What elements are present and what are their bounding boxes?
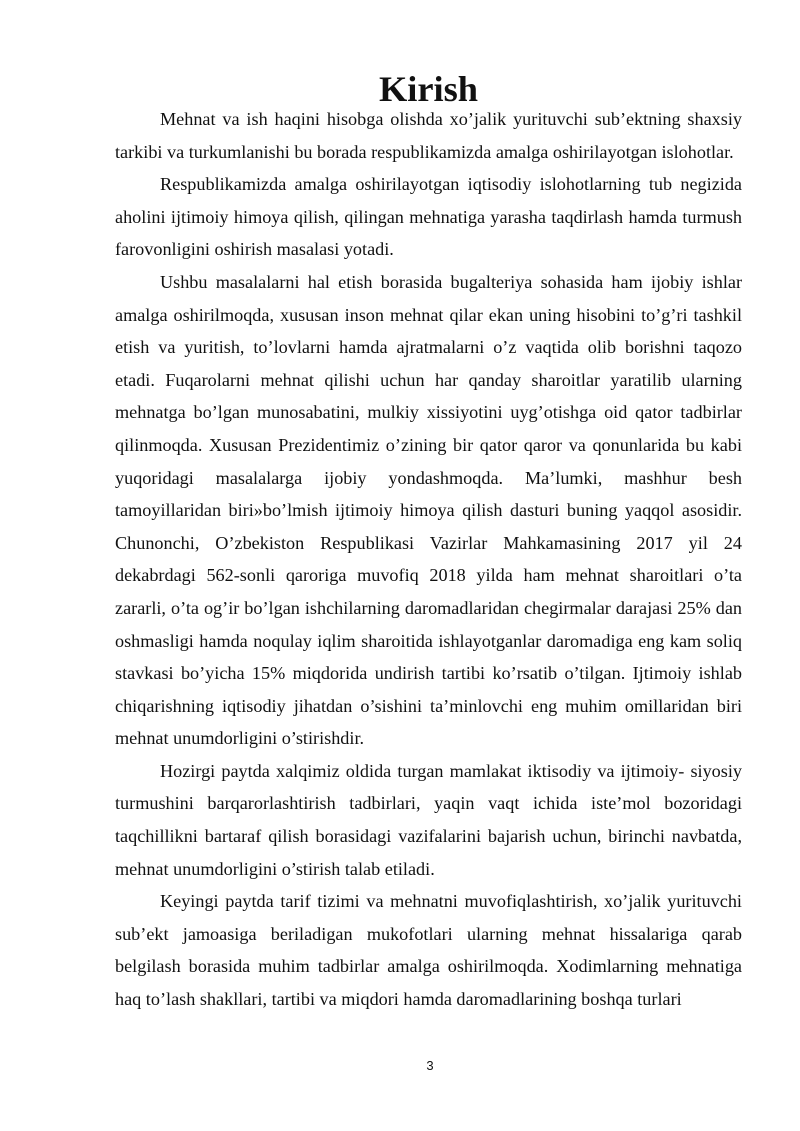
section-title: Kirish — [378, 69, 479, 109]
page-content — [115, 69, 742, 1016]
page-number: 3 — [426, 1058, 434, 1073]
paragraph-5: Keyingi paytda tarif tizimi va mehnatni muvofiqlashtirish, xo’jalik yurituvchi sub’ekt jamoasiga beriladigan mukofotlari ularning mehnat hissalariga qarab belgilash borasida muhim tadbirlar amalga oshirilmoqda. Xodimlarning mehnatiga haq to’lash shakllari, tartibi va miqdori hamda daromadlarining boshqa turlari — [115, 891, 742, 1010]
paragraph-4: Hozirgi paytda xalqimiz oldida turgan mamlakat iktisodiy va ijtimoiy- siyosiy turmushini barqarorlashtirish tadbirlari, yaqin vaqt ichida iste’mol bozoridagi taqchillikni bartaraf qilish borasidagi vazifalarini bajarish uchun, birinchi navbatda, mehnat unumdorligini o’stirish talab etiladi. — [115, 760, 742, 879]
paragraph-1: Mehnat va ish haqini hisobga olishda xo’jalik yurituvchi sub’ektning shaxsiy tarkibi va turkumlanishi bu borada respublikamizda amalga oshirilayotgan islohotlar. — [115, 109, 742, 162]
paragraph-3: Ushbu masalalarni hal etish borasida bugalteriya sohasida ham ijobiy ishlar amalga oshirilmoqda, xususan inson mehnat qilar ekan uning hisobini to’g’ri tashkil etish va yuritish, to’lovlarni hamda ajratmalarni o’z vaqtida olib borishni taqozo etadi. Fuqarolarni mehnat qilishi uchun har qanday sharoitlar yaratilib ularning mehnatga bo’lgan munosabatini, mulkiy xissiyotini uyg’otishga oid qator tadbirlar qilinmoqda. Xususan Prezidentimiz o’zining bir qator qaror va qonunlarida bu kabi yuqoridagi masalalarga ijobiy yondashmoqda. Ma’lumki, mashhur besh tamoyillaridan biri»bo’lmish ijtimoiy himoya qilish dasturi buning yaqqol asosidir. Chunonchi, O’zbekiston Respublikasi Vazirlar Mahkamasining 2017 yil 24 dekabrdagi 562-sonli qaroriga muvofiq 2018 yilda ham mehnat sharoitlari o’ta zararli, o’ta og’ir bo’lgan ishchilarning daromadlaridan chegirmalar darajasi 25% dan oshmasligi hamda noqulay iqlim sharoitida ishlayotganlar daromadiga eng kam soliq stavkasi bo’yicha 15% miqdorida undirish tartibi ko’rsatib o’tilgan. Ijtimoiy ishlab chiqarishning iqtisodiy jihatdan o’sishini ta’minlovchi eng muhim omillaridan biri mehnat unumdorligini o’stirishdir. — [115, 271, 742, 749]
paragraph-2: Respublikamizda amalga oshirilayotgan iqtisodiy islohotlarning tub negizida aholini ijtimoiy himoya qilish, qilingan mehnatiga yarasha taqdirlash hamda turmush farovonligini oshirish masalasi yotadi. — [115, 174, 742, 260]
